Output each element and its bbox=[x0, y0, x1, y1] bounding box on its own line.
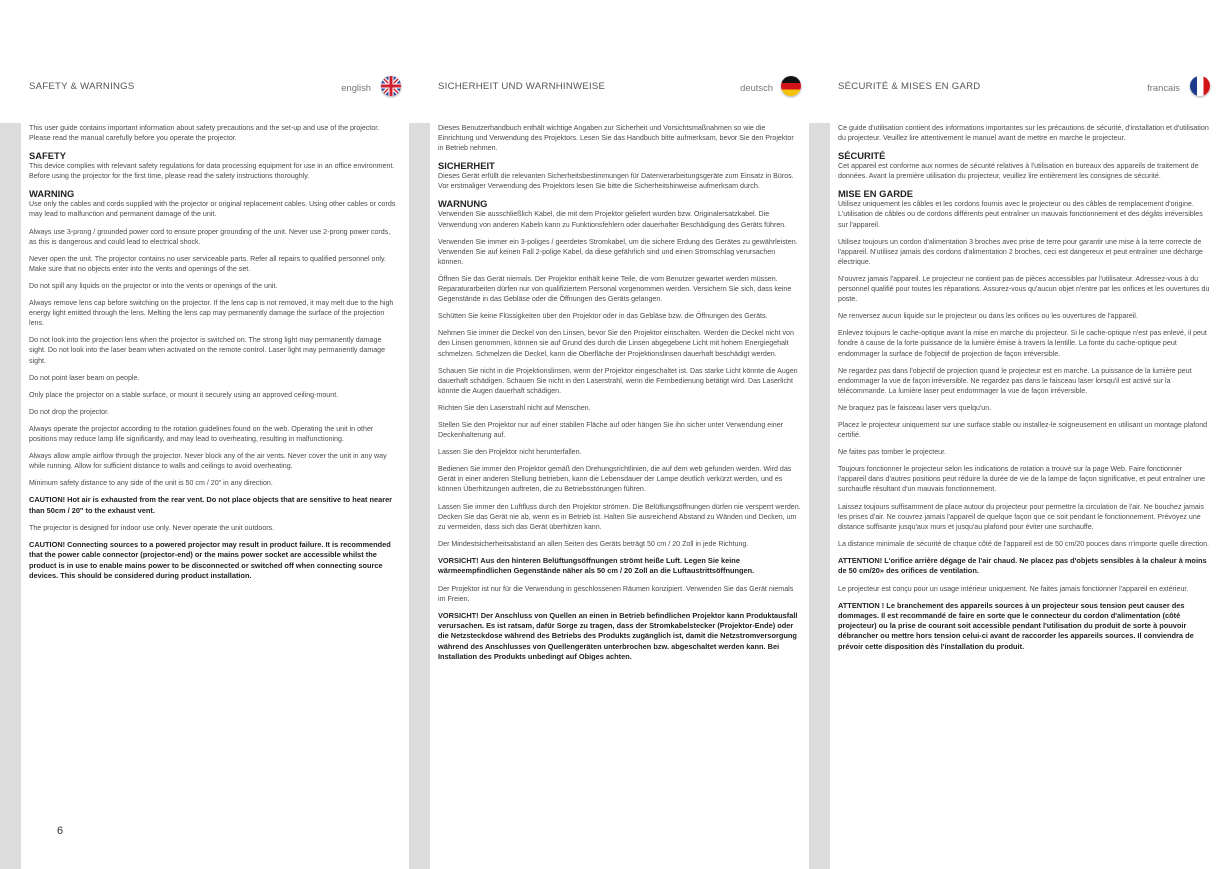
warning-item: Always remove lens cap before switching on the projector. If the lens cap is not removed, it may melt due to the high energy light emitted through the lens. Melting the lens cap may permanently damage the surface of the projection lens. bbox=[29, 299, 394, 328]
warning-item: Never open the unit. The projector contains no user serviceable parts. Refer all repairs to qualified personnel only. Make sure that no objects enter into the vents and openings of the set. bbox=[29, 254, 386, 273]
warning-heading: MISE EN GARDE bbox=[838, 188, 914, 200]
warning-item: Use only the cables and cords supplied with the projector or original replacement cables. Using other cables or cords may lead to malfunction and permanent damage of the unit. bbox=[29, 200, 396, 219]
warning-item: Do not point laser beam on people. bbox=[29, 373, 140, 382]
warning-item: Utilisez toujours un cordon d'alimentation 3 broches avec prise de terre pour garantir une mise à la terre correcte de l'appareil. N'utilisez jamais des cordons d'alimentation 2 broches, ceci est dangereux et peut entraîner une décharge électrique. bbox=[838, 237, 1203, 266]
warning-item: Öffnen Sie das Gerät niemals. Der Projektor enthält keine Teile, die vom Benutzer gewartet werden müssen. Reparaturarbeiten dürfen nur von qualifiziertem Personal vorgenommen werden. Versichern Sie sich, dass keine Gegenstände in das Gebläse oder die Öffnungen des Geräts gelangen. bbox=[438, 274, 792, 304]
german-flag-icon bbox=[781, 76, 801, 96]
warning-item: Richten Sie den Laserstrahl nicht auf Menschen. bbox=[438, 403, 591, 412]
warning-item: Ne renversez aucun liquide sur le projecteur ou dans les orifices ou les ouvertures de l'appareil. bbox=[838, 312, 1138, 321]
warning-item: Minimum safety distance to any side of the unit is 50 cm / 20" in any direction. bbox=[29, 479, 273, 488]
warning-item: Utilisez uniquement les câbles et les cordons fournis avec le projecteur ou des câbles de remplacement d'origine. L'utilisation de câbles ou de cordons différents peut entraîner un mauvais fonctionnement et des dégâts irréversibles sur l'appareil. bbox=[838, 200, 1203, 229]
center-gutter-1 bbox=[409, 123, 430, 869]
section-title: SAFETY & WARNINGS bbox=[29, 81, 135, 92]
language-label: english bbox=[341, 82, 371, 93]
center-gutter-2 bbox=[809, 123, 830, 869]
warning-item: Placez le projecteur uniquement sur une surface stable ou installez-le soigneusement en utilisant un montage plafond certifié. bbox=[838, 420, 1208, 440]
warning-item: Verwenden Sie ausschließlich Kabel, die mit dem Projektor geliefert wurden bzw. Originalersatzkabel. Die Verwendung von anderen Kabeln kann zu Funktionsfehlern oder dauerhafter Beschädigung des Geräts führen. bbox=[438, 210, 787, 229]
warning-item: Der Mindestsicherheitsabstand an allen Seiten des Geräts beträgt 50 cm / 20 Zoll in jede Richtung. bbox=[438, 539, 749, 548]
warning-item: Nehmen Sie immer die Deckel von den Linsen, bevor Sie den Projektor einschalten. Werden die Deckel nicht von den Linsen genommen, können sie auf Grund des durch die Linsen abgegebene Licht mit hohem Energiegehalt schmelzen. Schmelzen die Deckel, kann die Oberfläche der Projektionslinsen dauerhaft beschädigt werden. bbox=[438, 329, 794, 358]
caution-hot-air: ATTENTION! L'orifice arrière dégage de l'air chaud. Ne placez pas d'objets sensibles à la chaleur à moins de 50 cm/20» des orifices de ventilation. bbox=[838, 555, 1207, 576]
left-margin-strip bbox=[0, 123, 21, 869]
french-flag-icon bbox=[1190, 76, 1210, 96]
german-header bbox=[438, 76, 801, 96]
warning-item: Schütten Sie keine Flüssigkeiten über den Projektor oder in das Gebläse bzw. die Öffnungen des Geräts. bbox=[438, 312, 768, 321]
safety-heading: SÉCURITÉ bbox=[838, 150, 886, 162]
intro-text: This user guide contains important information about safety precautions and the set-up and use of the projector. Please read the manual carefully before you operate the projector. bbox=[29, 124, 380, 143]
warning-item: Schauen Sie nicht in die Projektionslinsen, wenn der Projektor eingeschaltet ist. Das starke Licht könnte die Augen dauerhaft schädigen. Schauen Sie nicht in den Laserstrahl, wenn die Fernbedienung betätigt wird. Das Laserlicht könnte die Augen dauerhaft schädigen. bbox=[438, 366, 798, 395]
warning-item: Do not spill any liquids on the projector or into the vents or openings of the unit. bbox=[29, 281, 278, 290]
language-label: francais bbox=[1147, 82, 1180, 93]
warning-item: Ne braquez pas le faisceau laser vers quelqu'un. bbox=[838, 403, 992, 412]
warning-item: Laissez toujours suffisamment de place autour du projecteur pour permettre la circulation de l'air. Ne bouchez jamais les prises d'air. Ne couvrez jamais l'appareil de quelque façon que ce soit pendant le fonctionnement. Prévoyez une distance suffisante jusqu'aux murs et jusqu'au plafond pour éviter une surchauffe. bbox=[838, 502, 1204, 531]
indoor-use-note: Der Projektor ist nur für die Verwendung in geschlossenen Räumen konzipiert. Verwenden Sie das Gerät niemals im Freien. bbox=[438, 584, 794, 603]
warning-heading: WARNING bbox=[29, 188, 75, 200]
german-column bbox=[438, 123, 801, 669]
warning-item: Lassen Sie den Projektor nicht herunterfallen. bbox=[438, 448, 582, 457]
warning-item: Always operate the projector according to the rotation guidelines found on the web. Operating the unit in other positions may reduce lamp life significantly, and may lead to overheating, resulting in malfunctioning. bbox=[29, 424, 374, 443]
indoor-use-note: The projector is designed for indoor use only. Never operate the unit outdoors. bbox=[29, 523, 275, 532]
caution-hot-air: CAUTION! Hot air is exhausted from the rear vent. Do not place objects that are sensitive to heat nearer than 50cm / 20" to the exhaust vent. bbox=[29, 495, 393, 515]
english-header bbox=[29, 76, 401, 96]
warning-item: Only place the projector on a stable surface, or mount it securely using an approved ceiling-mount. bbox=[29, 390, 339, 399]
french-column bbox=[838, 123, 1210, 659]
language-label: deutsch bbox=[740, 82, 773, 93]
safety-text: This device complies with relevant safety regulations for data processing equipment for use in an office environment. Before using the projector for the first time, please read the safety instructions thoroughly. bbox=[29, 162, 395, 181]
section-title: SICHERHEIT UND WARNHINWEISE bbox=[438, 81, 606, 92]
intro-text: Ce guide d'utilisation contient des informations importantes sur les précautions de sécurité, d'installation et d'utilisation du projecteur. Veuillez lire attentivement le manuel avant de mettre en marche le projecteur. bbox=[838, 124, 1209, 143]
safety-text: Dieses Gerät erfüllt die relevanten Sicherheitsbestimmungen für Datenverarbeitungsgeräte zum Einsatz in Büros. Vor erstmaliger Verwendung des Projektors lesen Sie bitte die Sicherheitshinweise aufmerksam durch. bbox=[438, 172, 794, 191]
warning-item: Enlevez toujours le cache-optique avant la mise en marche du projecteur. Si le cache-optique n'est pas enlevé, il peut fondre à cause de la forte puissance de la lumière émise à travers la lentille. La fonte du cache-optique peut endommager la surface de l'objectif de projection de façon irréversible. bbox=[838, 329, 1207, 358]
caution-hot-air: VORSICHT! Aus den hinteren Belüftungsöffnungen strömt heiße Luft. Legen Sie keine wärmeempfindlichen Gegenstände näher als 50 cm / 20 Zoll an die Luftaustrittsöffnungen. bbox=[438, 555, 755, 576]
safety-heading: SAFETY bbox=[29, 150, 66, 162]
safety-heading: SICHERHEIT bbox=[438, 160, 495, 172]
page-number: 6 bbox=[57, 825, 64, 837]
warning-item: Stellen Sie den Projektor nur auf einer stabilen Fläche auf oder hängen Sie ihn sicher unter Verwendung einer Deckenhalterung auf. bbox=[438, 420, 784, 440]
warning-item: Toujours fonctionner le projecteur selon les indications de rotation a trouvé sur la page Web. Faire fonctionner l'appareil dans d'autres positions peut réduire la durée de vie de la lampe de façon significative, et peut entraîner une surchauffe résultant d'un mauvais fonctionnement. bbox=[838, 465, 1206, 494]
section-title: SÉCURITÉ & MISES EN GARD bbox=[838, 81, 981, 92]
english-column bbox=[29, 123, 397, 588]
caution-connecting-sources: VORSICHT! Der Anschluss von Quellen an einen in Betrieb befindlichen Projektor kann Produktausfall verursachen. Es ist ratsam, dafür Sorge zu tragen, dass der Stromkabelstecker (Projektor-Ende) oder die Netzsteckdose während des Betriebs des Produkts zugänglich ist, damit die Netzstromversorgung während des Anschlusses von Quellengeräten unterbrochen bzw. abgeschaltet werden kann. Bei Installation des Produkts unbedingt auf Obiges achten. bbox=[438, 610, 798, 661]
warning-item: N'ouvrez jamais l'appareil. Le projecteur ne contient pas de pièces accessibles par l'utilisateur. Adressez-vous à du personnel qualifié pour toutes les réparations. Assurez-vous qu'aucun objet n'entre par les orifices et les ouvertures du poste. bbox=[838, 274, 1210, 304]
warning-item: Bedienen Sie immer den Projektor gemäß den Drehungsrichtlinien, die auf dem web gefunden werden. Wird das Gerät in einer anderen Stellung betrieben, kann die Lebensdauer der Lampe deutlich verkürzt werden, und es können Überhitzungen auftreten, die zu Betriebsstörungen führen. bbox=[438, 465, 792, 494]
warning-item: Ne faites pas tomber le projecteur. bbox=[838, 448, 947, 457]
caution-connecting-sources: CAUTION! Connecting sources to a powered projector may result in product failure. It is recommended that the power cable connector (projector-end) or the mains power socket are accessible whilst the product is in use to enable mains power to be disconnected or switched off when connecting source devices. This should be considered during product installation. bbox=[29, 540, 391, 580]
warning-heading: WARNUNG bbox=[438, 198, 488, 210]
warning-item: Always allow ample airflow through the projector. Never block any of the air vents. Never cover the unit in any way while running. Allow for sufficient distance to walls and ceilings to avoid overheating. bbox=[29, 452, 387, 471]
warning-item: Verwenden Sie immer ein 3-poliges / geerdetes Stromkabel, um die sichere Erdung des Gerätes zu gewährleisten. Verwenden Sie auf keinen Fall 2-polige Kabel, da diese gefährlich sind und einen Stromschlag verursachen können. bbox=[438, 237, 798, 266]
uk-flag-icon bbox=[381, 76, 401, 96]
warning-item: La distance minimale de sécurité de chaque côté de l'appareil est de 50 cm/20 pouces dans n'importe quelle direction. bbox=[838, 539, 1210, 548]
warning-item: Always use 3-prong / grounded power cord to ensure proper grounding of the unit. Never use 2-prong power cords, as this is dangerous and could lead to electrical shock. bbox=[29, 227, 391, 246]
caution-connecting-sources: ATTENTION ! Le branchement des appareils sources à un projecteur sous tension peut causer des dommages. Il est recommandé de faire en sorte que le connecteur du cordon d'alimentation (côté projecteur) ou la prise de courant soit accessible pendant l'utilisation du produit de sorte à pouvoir débrancher ou mettre hors tension celui-ci avant de raccorder les appareils sources. Il conviendra de prévoir cette disposition dès l'installation du produit. bbox=[838, 600, 1194, 651]
intro-text: Dieses Benutzerhandbuch enthält wichtige Angaben zur Sicherheit und Vorsichtsmaßnahmen so wie die Einrichtung und Verwendung des Projektors. Lesen Sie das Handbuch bitte aufmerksam, bevor Sie den Projektor in Betrieb nehmen. bbox=[438, 124, 794, 153]
warning-item: Do not drop the projector. bbox=[29, 407, 110, 416]
warning-item: Lassen Sie immer den Luftfluss durch den Projektor strömen. Die Belüftungsöffnungen dürfen nie versperrt werden. Decken Sie das Gerät nie ab, wenn es in Betrieb ist. Halten Sie ausreichend Abstand zu Wänden und Decken, um zu vermeiden, dass sich das Gerät überhitzen kann. bbox=[438, 502, 801, 531]
indoor-use-note: Le projecteur est conçu pour un usage intérieur uniquement. Ne faites jamais fonctionner l'appareil en extérieur. bbox=[838, 584, 1189, 593]
safety-text: Cet appareil est conforme aux normes de sécurité relatives à l'utilisation en bureaux des appareils de traitement de données. Avant la première utilisation du projecteur, veuillez lire entièrement les consignes de sécurité. bbox=[838, 162, 1199, 181]
warning-item: Ne regardez pas dans l'objectif de projection quand le projecteur est en marche. La puissance de la lumière peut endommager la vue de façon irréversible. Ne regardez pas dans le faisceau laser lorsqu'il est activé sur la télécommande. La lumière laser peut endommager la vue de façon irréversible. bbox=[838, 366, 1192, 395]
warning-item: Do not look into the projection lens when the projector is switched on. The strong light may permanently damage sight. Do not look into the laser beam when activated on the remote control. Laser light may permanently damage sight. bbox=[29, 336, 386, 365]
french-header bbox=[838, 76, 1210, 96]
